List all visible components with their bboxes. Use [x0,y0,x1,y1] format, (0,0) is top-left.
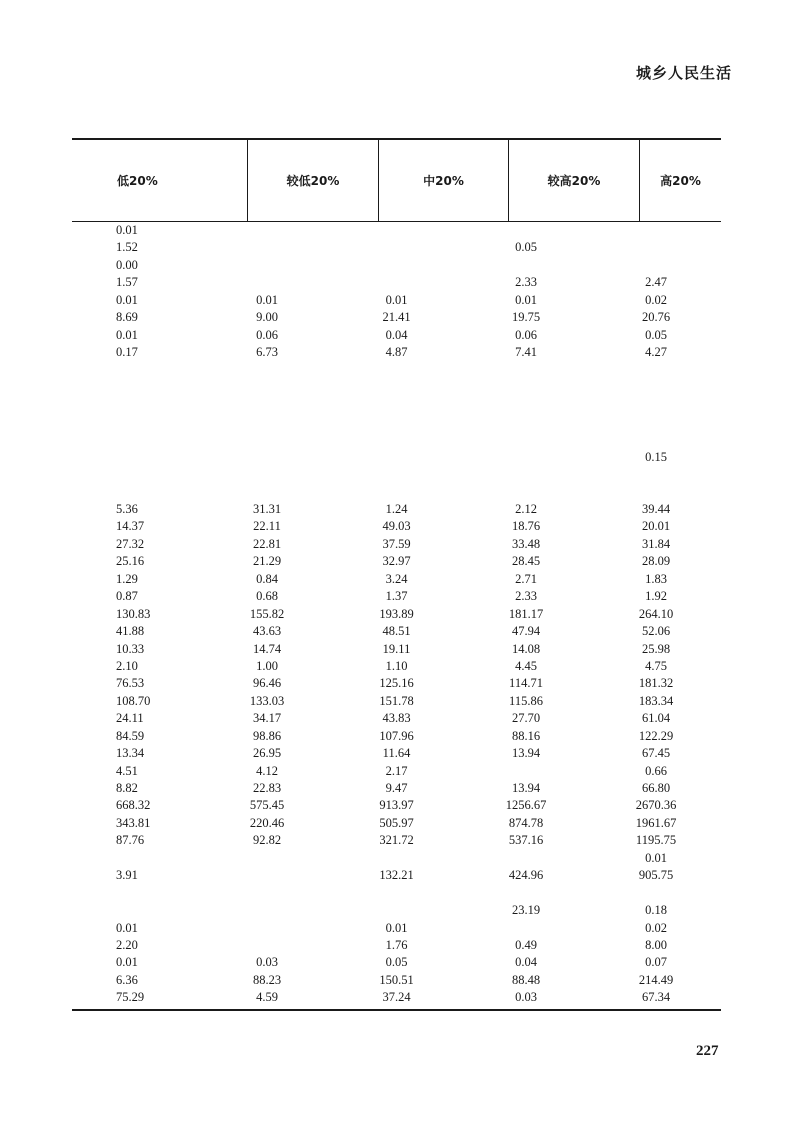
table-cell: 1.00 [256,658,278,673]
table-cell: 1.92 [645,589,667,604]
table-cell: 1.24 [385,502,408,516]
table-cell [202,222,332,239]
table-cell [461,763,591,780]
table-cell: 3.91 [116,868,138,883]
table-cell: 1195.75 [635,833,677,848]
table-cell [72,466,202,483]
table-cell: 0.18 [645,903,667,918]
table-cell: 27.70 [511,711,541,726]
table-cell: 19.11 [382,641,411,656]
table-cell [332,466,461,483]
table-cell: 88.23 [252,972,282,987]
table-cell: 0.01 [256,292,278,307]
table-cell: 2.71 [515,571,537,586]
table-cell [72,885,202,902]
table-cell [461,362,591,379]
table-row [72,710,721,727]
table-row [72,327,721,344]
table-cell: 913.97 [379,798,414,813]
table-cell: 31.84 [641,536,671,551]
table-row [72,518,721,535]
table-cell: 49.03 [382,519,411,534]
table-row [72,344,721,361]
table-cell: 1961.67 [635,815,677,830]
table-cell: 150.51 [379,972,414,987]
table-cell: 25.16 [116,554,145,569]
table-cell: 28.09 [641,554,671,569]
table-cell [202,274,332,291]
table-cell: 14.37 [116,519,145,534]
table-cell: 0.01 [116,955,138,970]
table-cell: 0.06 [515,327,537,342]
table-cell [461,885,591,902]
table-cell: 21.41 [382,310,411,325]
header-high-20: 高20% [660,174,701,188]
table-cell: 0.01 [116,292,138,307]
table-cell: 61.04 [641,711,671,726]
table-cell: 88.48 [511,972,541,987]
table-cell: 2.17 [385,763,408,778]
table-cell: 13.94 [511,746,541,761]
table-cell: 2670.36 [635,798,677,813]
table-cell: 0.04 [385,327,408,342]
table-cell: 67.45 [641,746,671,761]
table-cell [461,396,591,413]
table-row [72,431,721,448]
table-cell: 11.64 [382,746,411,761]
table-row [72,675,721,692]
table-cell [591,362,721,379]
table-cell: 0.05 [645,327,667,342]
table-cell: 214.49 [638,972,674,987]
table-cell: 0.06 [256,327,278,342]
header-low-20: 低20% [72,140,248,221]
table-row [72,466,721,483]
table-cell: 14.08 [511,641,541,656]
table-cell [461,222,591,239]
table-cell [461,379,591,396]
table-row [72,414,721,431]
table-row [72,449,721,466]
table-cell: 31.31 [252,502,282,516]
table-cell [202,379,332,396]
table-cell: 66.80 [641,781,671,795]
table-cell: 4.27 [645,345,667,360]
table-cell: 905.75 [638,868,674,883]
table-cell: 1.76 [385,937,408,952]
table-cell [332,222,461,239]
table-row [72,292,721,309]
table-cell: 25.98 [641,641,671,656]
table-cell: 2.33 [515,275,537,290]
table-row [72,815,721,832]
table-cell: 0.01 [116,920,138,935]
table-row [72,972,721,989]
table-cell: 41.88 [116,624,145,639]
table-cell [202,920,332,937]
table-cell: 1.10 [385,658,408,673]
table-row [72,222,721,239]
table-cell [591,222,721,239]
table-cell [72,431,202,448]
table-cell: 3.24 [385,571,408,586]
table-cell: 28.45 [511,554,541,569]
table-cell: 155.82 [249,606,285,621]
running-head: 城乡人民生活 [636,64,733,82]
table-row [72,693,721,710]
table-cell: 115.86 [509,693,543,708]
table-cell [332,850,461,867]
table-cell: 13.34 [116,746,145,761]
table-cell: 9.00 [256,310,278,325]
table-cell: 874.78 [508,815,544,830]
table-row [72,536,721,553]
table-cell [332,257,461,274]
table-cell: 4.87 [385,345,408,360]
table-row [72,484,721,501]
table-cell [332,902,461,919]
table-cell: 20.76 [641,310,671,325]
table-cell: 0.05 [385,955,408,970]
table-cell: 1.57 [116,275,138,290]
table-cell [461,449,591,466]
table-cell [202,396,332,413]
table-cell: 37.24 [382,990,411,1005]
table-cell: 2.12 [515,502,537,516]
table-cell: 108.70 [116,693,151,708]
table-cell: 32.97 [382,554,411,569]
table-cell [461,850,591,867]
table-cell: 33.48 [511,536,541,551]
table-cell: 132.21 [379,868,414,883]
table-cell [591,239,721,256]
table-cell [332,274,461,291]
table-cell: 48.51 [382,624,411,639]
table-cell: 1.29 [116,571,138,586]
table-cell: 8.00 [645,937,667,952]
table-cell: 668.32 [116,798,151,813]
table-cell: 67.34 [641,990,671,1005]
table-row [72,362,721,379]
table-row [72,553,721,570]
table-row [72,641,721,658]
table-cell [332,239,461,256]
table-row [72,902,721,919]
table-cell: 183.34 [638,693,674,708]
table-row [72,797,721,814]
table-cell [332,362,461,379]
table-cell [72,379,202,396]
table-cell [591,414,721,431]
table-cell: 5.36 [116,502,138,516]
table-row [72,867,721,884]
table-cell: 220.46 [249,815,285,830]
table-cell: 22.83 [252,781,282,795]
table-cell: 0.84 [256,571,278,586]
table-cell: 0.01 [116,223,138,237]
table-cell: 0.17 [116,345,138,360]
table-cell: 7.41 [515,345,537,360]
table-cell [202,902,332,919]
table-cell [461,414,591,431]
table-cell: 133.03 [249,693,285,708]
table-cell [332,396,461,413]
table-cell [332,885,461,902]
table-cell [202,850,332,867]
table-cell: 18.76 [511,519,541,534]
table-cell: 1.37 [385,589,408,604]
table-cell: 39.44 [641,502,671,516]
table-cell [591,396,721,413]
table-cell [591,466,721,483]
table-cell [332,379,461,396]
table-row [72,780,721,797]
table-cell: 43.63 [252,624,282,639]
table-row [72,937,721,954]
table-body [72,222,721,1007]
table-cell: 87.76 [116,833,145,848]
table-cell: 0.02 [645,292,667,307]
table-cell: 0.01 [645,850,667,865]
table-cell: 0.66 [645,763,667,778]
table-cell [202,362,332,379]
table-row [72,832,721,849]
table-cell: 181.32 [638,676,674,691]
data-table [72,138,721,1011]
table-cell [202,257,332,274]
table-cell: 264.10 [638,606,674,621]
table-cell [72,414,202,431]
table-row [72,239,721,256]
table-cell: 0.68 [256,589,278,604]
table-cell: 1.52 [116,240,138,255]
table-row [72,501,721,518]
table-cell: 22.11 [253,519,281,534]
table-cell [202,484,332,501]
table-cell [202,449,332,466]
table-row [72,588,721,605]
table-cell [591,885,721,902]
table-row [72,274,721,291]
table-cell [332,449,461,466]
table-cell: 21.29 [252,554,282,569]
table-bottom-rule [72,1009,721,1011]
table-cell [202,466,332,483]
table-cell: 424.96 [508,868,544,883]
table-cell [591,484,721,501]
table-cell [591,257,721,274]
table-cell: 0.03 [256,955,278,970]
table-row [72,379,721,396]
table-cell [332,431,461,448]
table-cell [591,379,721,396]
table-cell: 0.03 [515,990,537,1005]
table-cell: 43.83 [382,711,411,726]
table-cell: 114.71 [509,676,543,691]
table-cell: 84.59 [116,728,145,743]
table-cell: 22.81 [252,536,282,551]
table-cell: 19.75 [511,310,541,325]
header-middle-20: 中20% [379,140,509,221]
table-cell: 125.16 [379,676,414,691]
table-cell: 151.78 [379,693,414,708]
table-cell: 0.00 [116,257,138,272]
table-cell [332,484,461,501]
table-cell: 2.20 [116,937,138,952]
table-cell: 130.83 [116,606,151,621]
table-header [72,140,721,222]
table-row [72,571,721,588]
table-cell: 8.69 [116,310,138,325]
header-lower-20: 较低20% [248,140,379,221]
table-cell: 193.89 [379,606,414,621]
table-cell: 96.46 [252,676,282,691]
table-cell: 4.59 [256,990,278,1005]
table-cell [72,396,202,413]
table-row [72,396,721,413]
table-cell: 4.45 [515,658,537,673]
table-cell: 10.33 [116,641,145,656]
table-cell: 4.75 [645,658,667,673]
table-cell [72,850,202,867]
table-cell: 122.29 [638,728,674,743]
table-cell: 88.16 [511,728,541,743]
table-cell: 26.95 [252,746,282,761]
table-cell: 13.94 [511,781,541,795]
table-cell [202,414,332,431]
table-cell: 107.96 [379,728,414,743]
table-cell: 1.83 [645,571,667,586]
table-cell: 27.32 [116,536,145,551]
table-cell [461,466,591,483]
table-cell [461,920,591,937]
table-row [72,623,721,640]
table-cell [461,484,591,501]
table-cell [202,937,332,954]
table-row [72,920,721,937]
table-cell: 24.11 [116,711,144,726]
table-cell: 0.04 [515,955,537,970]
table-cell: 23.19 [511,903,541,918]
table-cell: 0.15 [645,449,667,464]
table-cell [202,431,332,448]
table-row [72,989,721,1006]
table-cell [461,257,591,274]
table-cell [332,414,461,431]
table-cell: 0.01 [515,292,537,307]
table-cell [72,484,202,501]
table-row [72,850,721,867]
table-cell: 0.05 [515,240,537,255]
table-cell: 37.59 [382,536,411,551]
table-row [72,728,721,745]
table-cell [202,867,332,884]
table-cell: 0.49 [515,937,537,952]
table-cell: 92.82 [252,833,282,848]
table-row [72,257,721,274]
table-cell: 52.06 [641,624,671,639]
header-higher-20: 较高20% [509,140,640,221]
table-cell: 181.17 [508,606,544,621]
table-cell: 76.53 [116,676,145,691]
table-cell: 98.86 [252,728,282,743]
table-cell: 6.36 [116,972,138,987]
table-cell: 0.01 [385,920,408,935]
table-cell: 6.73 [256,345,278,360]
table-row [72,309,721,326]
table-cell: 0.02 [645,920,667,935]
table-cell: 2.33 [515,589,537,604]
table-cell: 0.01 [385,292,408,307]
table-cell: 0.01 [116,327,138,342]
table-cell: 47.94 [511,624,541,639]
table-cell: 321.72 [379,833,414,848]
table-cell: 20.01 [641,519,671,534]
table-cell: 75.29 [116,990,145,1005]
table-row [72,658,721,675]
table-cell [461,431,591,448]
table-cell: 2.47 [645,275,667,290]
table-cell: 575.45 [249,798,285,813]
table-row [72,885,721,902]
table-cell [72,362,202,379]
table-cell [202,885,332,902]
table-cell: 1256.67 [505,798,547,813]
table-cell: 505.97 [379,815,414,830]
table-cell: 4.51 [116,763,138,778]
table-cell: 4.12 [256,763,278,778]
table-cell [72,902,202,919]
table-row [72,606,721,623]
table-cell: 0.07 [645,955,667,970]
table-row [72,763,721,780]
table-cell [591,431,721,448]
table-cell: 8.82 [116,781,138,795]
table-cell: 9.47 [385,781,408,795]
page-number: 227 [696,1043,719,1059]
table-cell: 343.81 [116,815,151,830]
table-cell: 537.16 [508,833,544,848]
table-cell: 2.10 [116,658,138,673]
table-cell [202,239,332,256]
table-cell: 34.17 [252,711,282,726]
table-cell: 0.87 [116,589,138,604]
table-cell [72,449,202,466]
table-row [72,745,721,762]
table-cell: 14.74 [252,641,282,656]
table-row [72,954,721,971]
